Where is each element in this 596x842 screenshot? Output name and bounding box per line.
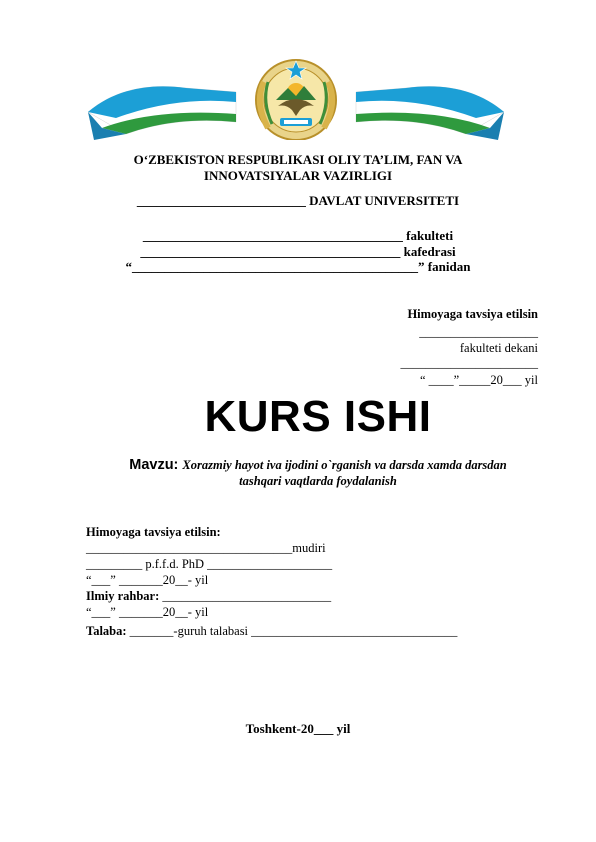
approval-blank-2: ______________________ — [400, 356, 538, 370]
university-blank: __________________________ — [136, 193, 306, 208]
faculty-line — [0, 228, 596, 244]
defense-date-2: “___” _______20__- yil — [86, 605, 209, 619]
university-label: DAVLAT UNIVERSITETI — [305, 193, 460, 208]
ministry-line-1: O‘ZBEKISTON RESPUBLIKASI OLIY TA’LIM, FAN VA — [133, 152, 463, 167]
university-line — [0, 193, 596, 209]
supervisor-line — [86, 589, 331, 604]
topic-label: Mavzu: — [129, 457, 183, 473]
defense-title: Himoyaga tavsiya etilsin: — [86, 525, 221, 539]
approval-blank-1: ___________________ — [419, 325, 538, 339]
approval-title: Himoyaga tavsiya etilsin — [407, 307, 538, 321]
subject-open-quote: “ — [125, 259, 133, 274]
department-label: kafedrasi — [400, 244, 456, 259]
defense-date-1: “___” _______20__- yil — [86, 573, 209, 587]
subject-label: ” fanidan — [418, 259, 471, 274]
subject-line — [0, 259, 596, 275]
topic-text-1: Xorazmiy hayot iva ijodini o`rganish va darsda xamda darsdan — [182, 458, 507, 472]
student-blank: _______-guruh talabasi _________________________________ — [129, 624, 458, 638]
approval-date: “ ____”_____20___ yil — [419, 373, 538, 387]
ministry-line-2: INNOVATSIYALAR VAZIRLIGI — [203, 168, 393, 183]
subject-blank: ____________________________________________ — [132, 259, 419, 274]
student-label: Talaba: — [86, 624, 130, 638]
uzbekistan-emblem-icon — [86, 52, 506, 140]
dean-label: fakulteti dekani — [459, 341, 538, 355]
topic-text-2: tashqari vaqtlarda foydalanish — [239, 474, 397, 488]
document-title: KURS ISHI — [204, 392, 432, 441]
city-year: Toshkent-20___ yil — [245, 721, 351, 736]
department-blank: ________________________________________ — [140, 244, 401, 259]
phd-line: _________ p.f.f.d. PhD ____________________ — [86, 557, 333, 571]
student-line — [86, 624, 457, 639]
topic-line-1 — [40, 456, 596, 474]
faculty-label: fakulteti — [402, 228, 454, 243]
head-line: _________________________________mudiri — [86, 541, 326, 555]
supervisor-blank: ___________________________ — [162, 589, 332, 603]
department-line — [0, 244, 596, 260]
faculty-blank: ________________________________________ — [142, 228, 403, 243]
supervisor-label: Ilmiy rahbar: — [86, 589, 163, 603]
